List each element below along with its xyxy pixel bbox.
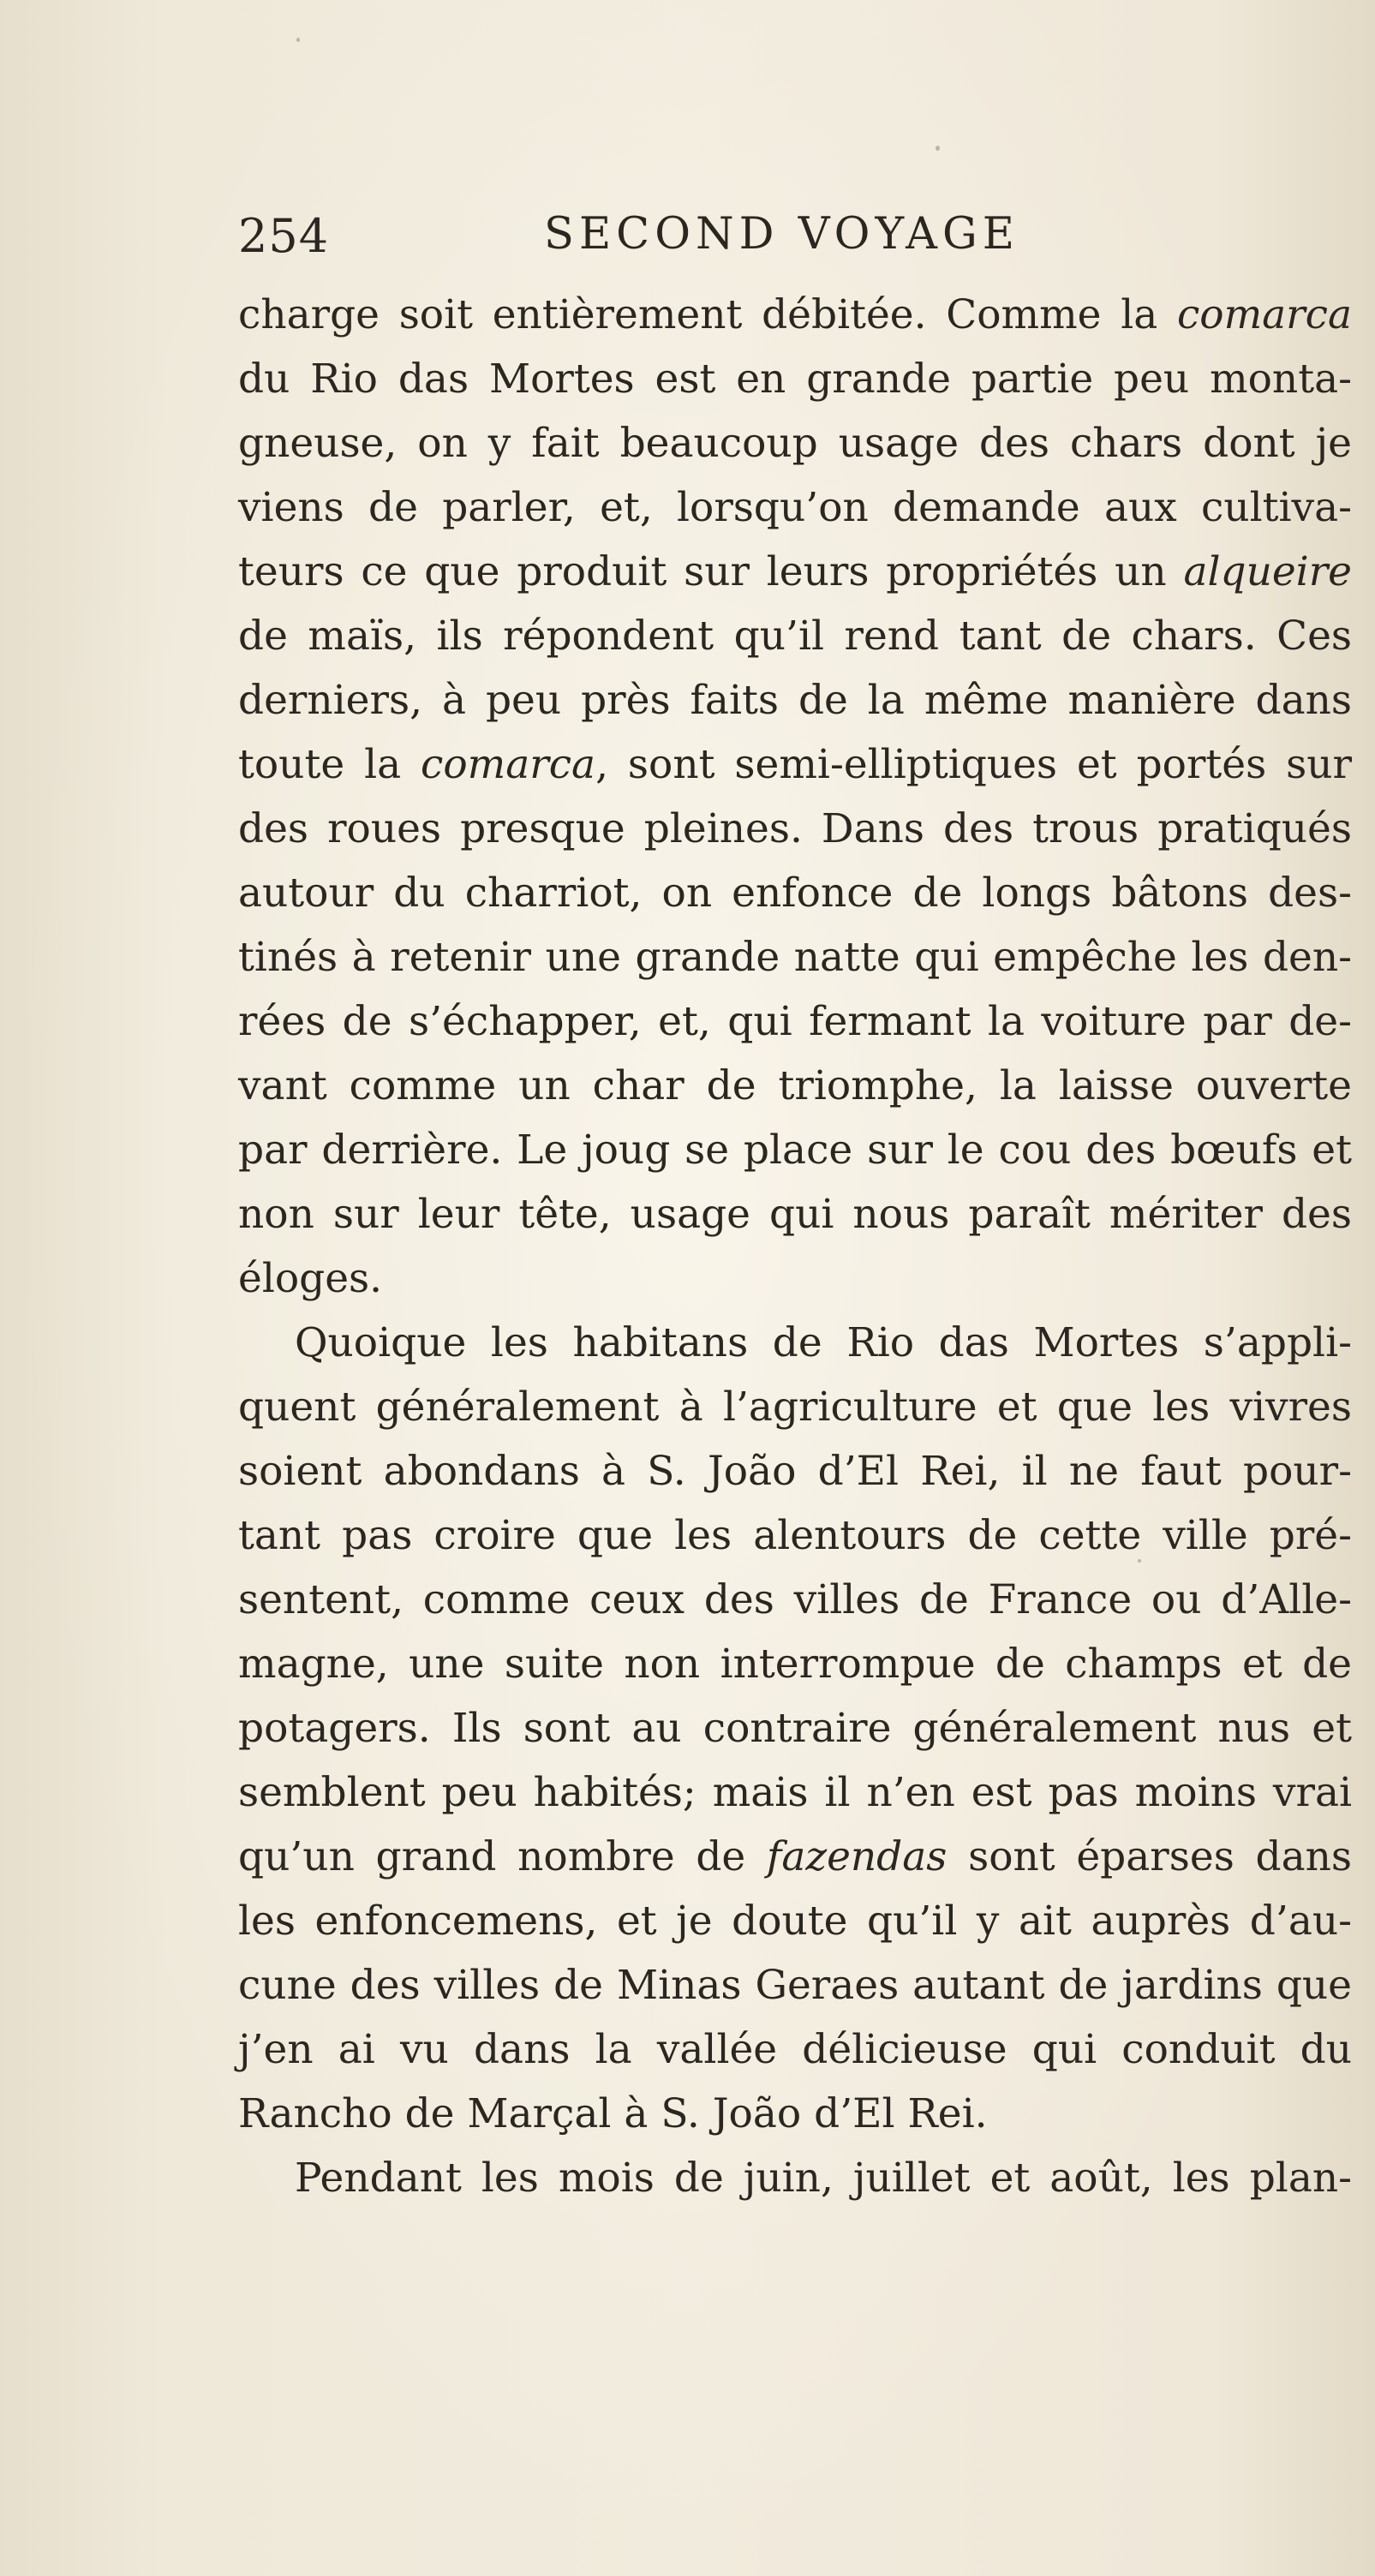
text-line xyxy=(238,411,1352,475)
text-line xyxy=(238,1696,1352,1760)
text-segment: des roues presque pleines. Dans des trous pratiqués xyxy=(238,805,1352,852)
text-line xyxy=(238,989,1352,1054)
text-line xyxy=(238,797,1352,861)
italic-term: comarca xyxy=(421,741,596,788)
text-line xyxy=(238,1632,1352,1696)
paper-speck xyxy=(936,146,940,151)
text-segment: les enfoncemens, et je doute qu’il y ait auprès d’au- xyxy=(238,1898,1352,1945)
text-segment: tant pas croire que les alentours de cette ville pré- xyxy=(238,1512,1352,1559)
text-line xyxy=(238,604,1352,668)
text-segment: soient abondans à S. João d’El Rei, il ne faut pour- xyxy=(238,1448,1352,1495)
text-segment: derniers, à peu près faits de la même manière dans xyxy=(238,677,1352,724)
text-segment: Quoique les habitans de Rio das Mortes s’appli- xyxy=(295,1319,1352,1366)
text-segment: , sont semi-elliptiques et portés sur xyxy=(595,741,1353,788)
text-line xyxy=(238,1054,1352,1118)
text-line xyxy=(238,2146,1352,2210)
text-segment: rées de s’échapper, et, qui fermant la voiture par de- xyxy=(238,998,1352,1045)
text-segment: charge soit entièrement débitée. Comme la xyxy=(238,291,1177,338)
text-line xyxy=(238,540,1352,604)
text-segment: toute la xyxy=(238,741,421,788)
text-line xyxy=(238,475,1352,540)
text-line xyxy=(238,1825,1352,1889)
text-line xyxy=(238,1439,1352,1503)
text-segment: gneuse, on y fait beaucoup usage des chars dont je xyxy=(238,420,1352,467)
text-line xyxy=(238,1503,1352,1568)
text-segment: potagers. Ils sont au contraire généralement nus et xyxy=(238,1705,1352,1752)
text-segment: teurs ce que produit sur leurs propriétés un xyxy=(238,548,1184,595)
italic-term: comarca xyxy=(1176,291,1352,338)
body-text xyxy=(238,283,1352,2210)
text-segment: autour du charriot, on enfonce de longs bâtons des- xyxy=(238,870,1352,917)
text-segment: quent généralement à l’agriculture et que les vivres xyxy=(238,1384,1352,1431)
page-number: 254 xyxy=(238,209,330,263)
text-segment: Rancho de Marçal à S. João d’El Rei. xyxy=(238,2090,988,2137)
text-segment: qu’un grand nombre de xyxy=(238,1833,767,1880)
text-segment: sentent, comme ceux des villes de France ou d’Alle- xyxy=(238,1576,1352,1623)
text-line xyxy=(238,1118,1352,1182)
text-segment: cune des villes de Minas Geraes autant de jardins que xyxy=(238,1962,1352,2009)
text-line xyxy=(238,732,1352,797)
text-segment: Pendant les mois de juin, juillet et août, les plan- xyxy=(295,2155,1352,2202)
text-segment: sont éparses dans xyxy=(947,1833,1352,1880)
text-line xyxy=(238,668,1352,732)
italic-term: fazendas xyxy=(766,1833,948,1880)
text-line xyxy=(238,2017,1352,2082)
text-line xyxy=(238,1953,1352,2017)
text-line xyxy=(238,2082,1352,2146)
text-line xyxy=(238,1889,1352,1953)
text-line xyxy=(238,1182,1352,1246)
text-segment: tinés à retenir une grande natte qui empêche les den- xyxy=(238,934,1352,981)
text-line xyxy=(238,283,1352,347)
page-header xyxy=(238,209,1352,278)
text-segment: non sur leur tête, usage qui nous paraît mériter des xyxy=(238,1191,1352,1238)
text-segment: éloges. xyxy=(238,1255,383,1302)
text-line xyxy=(238,1375,1352,1439)
text-segment: j’en ai vu dans la vallée délicieuse qui conduit du xyxy=(238,2026,1352,2073)
text-line xyxy=(238,861,1352,925)
text-segment: vant comme un char de triomphe, la laisse ouverte xyxy=(238,1062,1352,1109)
text-segment: du Rio das Mortes est en grande partie peu monta- xyxy=(238,356,1352,403)
text-line xyxy=(238,347,1352,411)
italic-term: alqueire xyxy=(1183,548,1352,595)
text-line xyxy=(238,1568,1352,1632)
text-line xyxy=(238,1760,1352,1825)
text-segment: magne, une suite non interrompue de champs et de xyxy=(238,1641,1352,1688)
text-line xyxy=(238,1246,1352,1311)
text-segment: semblent peu habités; mais il n’en est pas moins vrai xyxy=(238,1769,1352,1816)
paper-speck xyxy=(296,38,300,42)
text-line xyxy=(238,1311,1352,1375)
text-segment: viens de parler, et, lorsqu’on demande aux cultiva- xyxy=(238,484,1352,531)
text-segment: de maïs, ils répondent qu’il rend tant de chars. Ces xyxy=(238,613,1352,660)
running-title: SECOND VOYAGE xyxy=(544,209,1019,260)
text-line xyxy=(238,925,1352,989)
text-segment: par derrière. Le joug se place sur le cou des bœufs et xyxy=(238,1127,1352,1174)
